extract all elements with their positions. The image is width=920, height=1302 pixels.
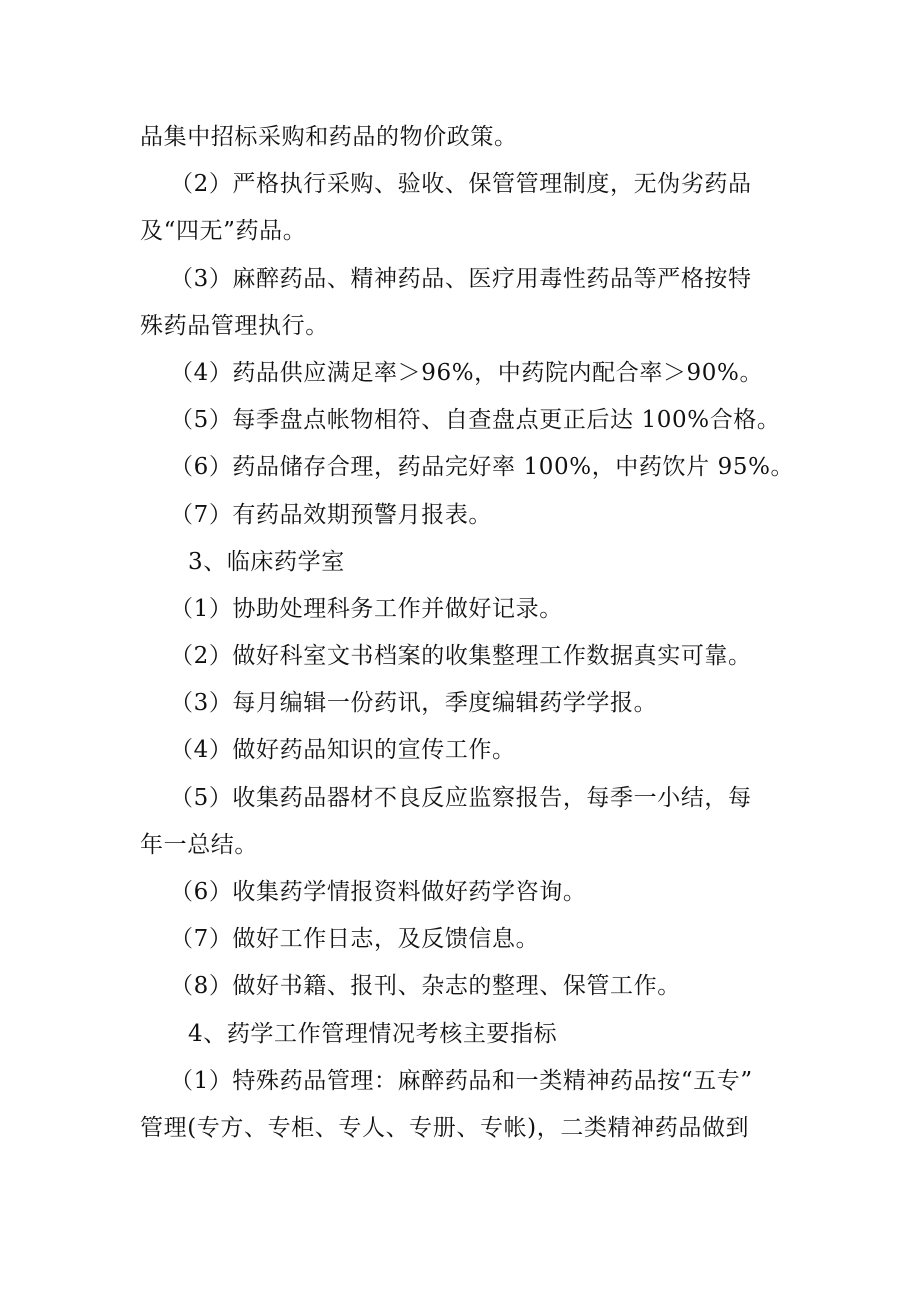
text-line: 殊药品管理执行。 xyxy=(140,312,329,339)
list-item-6: （6）收集药学情报资料做好药学咨询。 xyxy=(170,879,587,905)
document-body xyxy=(140,114,795,1152)
text-line: 及“四无”药品。 xyxy=(140,218,307,245)
list-item-5: （5）每季盘点帐物相符、自查盘点更正后达 100%合格。 xyxy=(170,407,781,434)
list-item-1: （1）协助处理科务工作并做好记录。 xyxy=(170,595,563,622)
section-heading-clinical-pharmacy: 3、临床药学室 xyxy=(188,548,345,575)
list-item-2: （2）严格执行采购、验收、保管管理制度，无伪劣药品 xyxy=(170,171,752,198)
list-item-5: （5）收集药品器材不良反应监察报告，每季一小结，每 xyxy=(170,784,752,811)
list-item-3: （3）麻醉药品、精神药品、医疗用毒性药品等严格按特 xyxy=(170,265,752,292)
text-line: 管理(专方、专柜、专人、专册、专帐)，二类精神药品做到 xyxy=(140,1114,750,1141)
text-line: 年一总结。 xyxy=(140,831,258,858)
text-line: 品集中招标采购和药品的物价政策。 xyxy=(140,124,518,150)
list-item-1: （1）特殊药品管理：麻醉药品和一类精神药品按“五专” xyxy=(170,1067,753,1094)
list-item-7: （7）有药品效期预警月报表。 xyxy=(170,501,493,528)
list-item-4: （4）做好药品知识的宣传工作。 xyxy=(170,737,516,764)
list-item-7: （7）做好工作日志，及反馈信息。 xyxy=(170,926,540,953)
list-item-8: （8）做好书籍、报刊、杂志的整理、保管工作。 xyxy=(170,973,681,1000)
list-item-3: （3）每月编辑一份药讯，季度编辑药学学报。 xyxy=(170,690,658,717)
list-item-6: （6）药品储存合理，药品完好率 100%，中药饮片 95%。 xyxy=(170,454,795,481)
list-item-4: （4）药品供应满足率＞96%，中药院内配合率＞90%。 xyxy=(170,359,764,386)
list-item-2: （2）做好科室文书档案的收集整理工作数据真实可靠。 xyxy=(170,643,752,670)
section-heading-assessment-indicators: 4、药学工作管理情况考核主要指标 xyxy=(188,1020,558,1047)
